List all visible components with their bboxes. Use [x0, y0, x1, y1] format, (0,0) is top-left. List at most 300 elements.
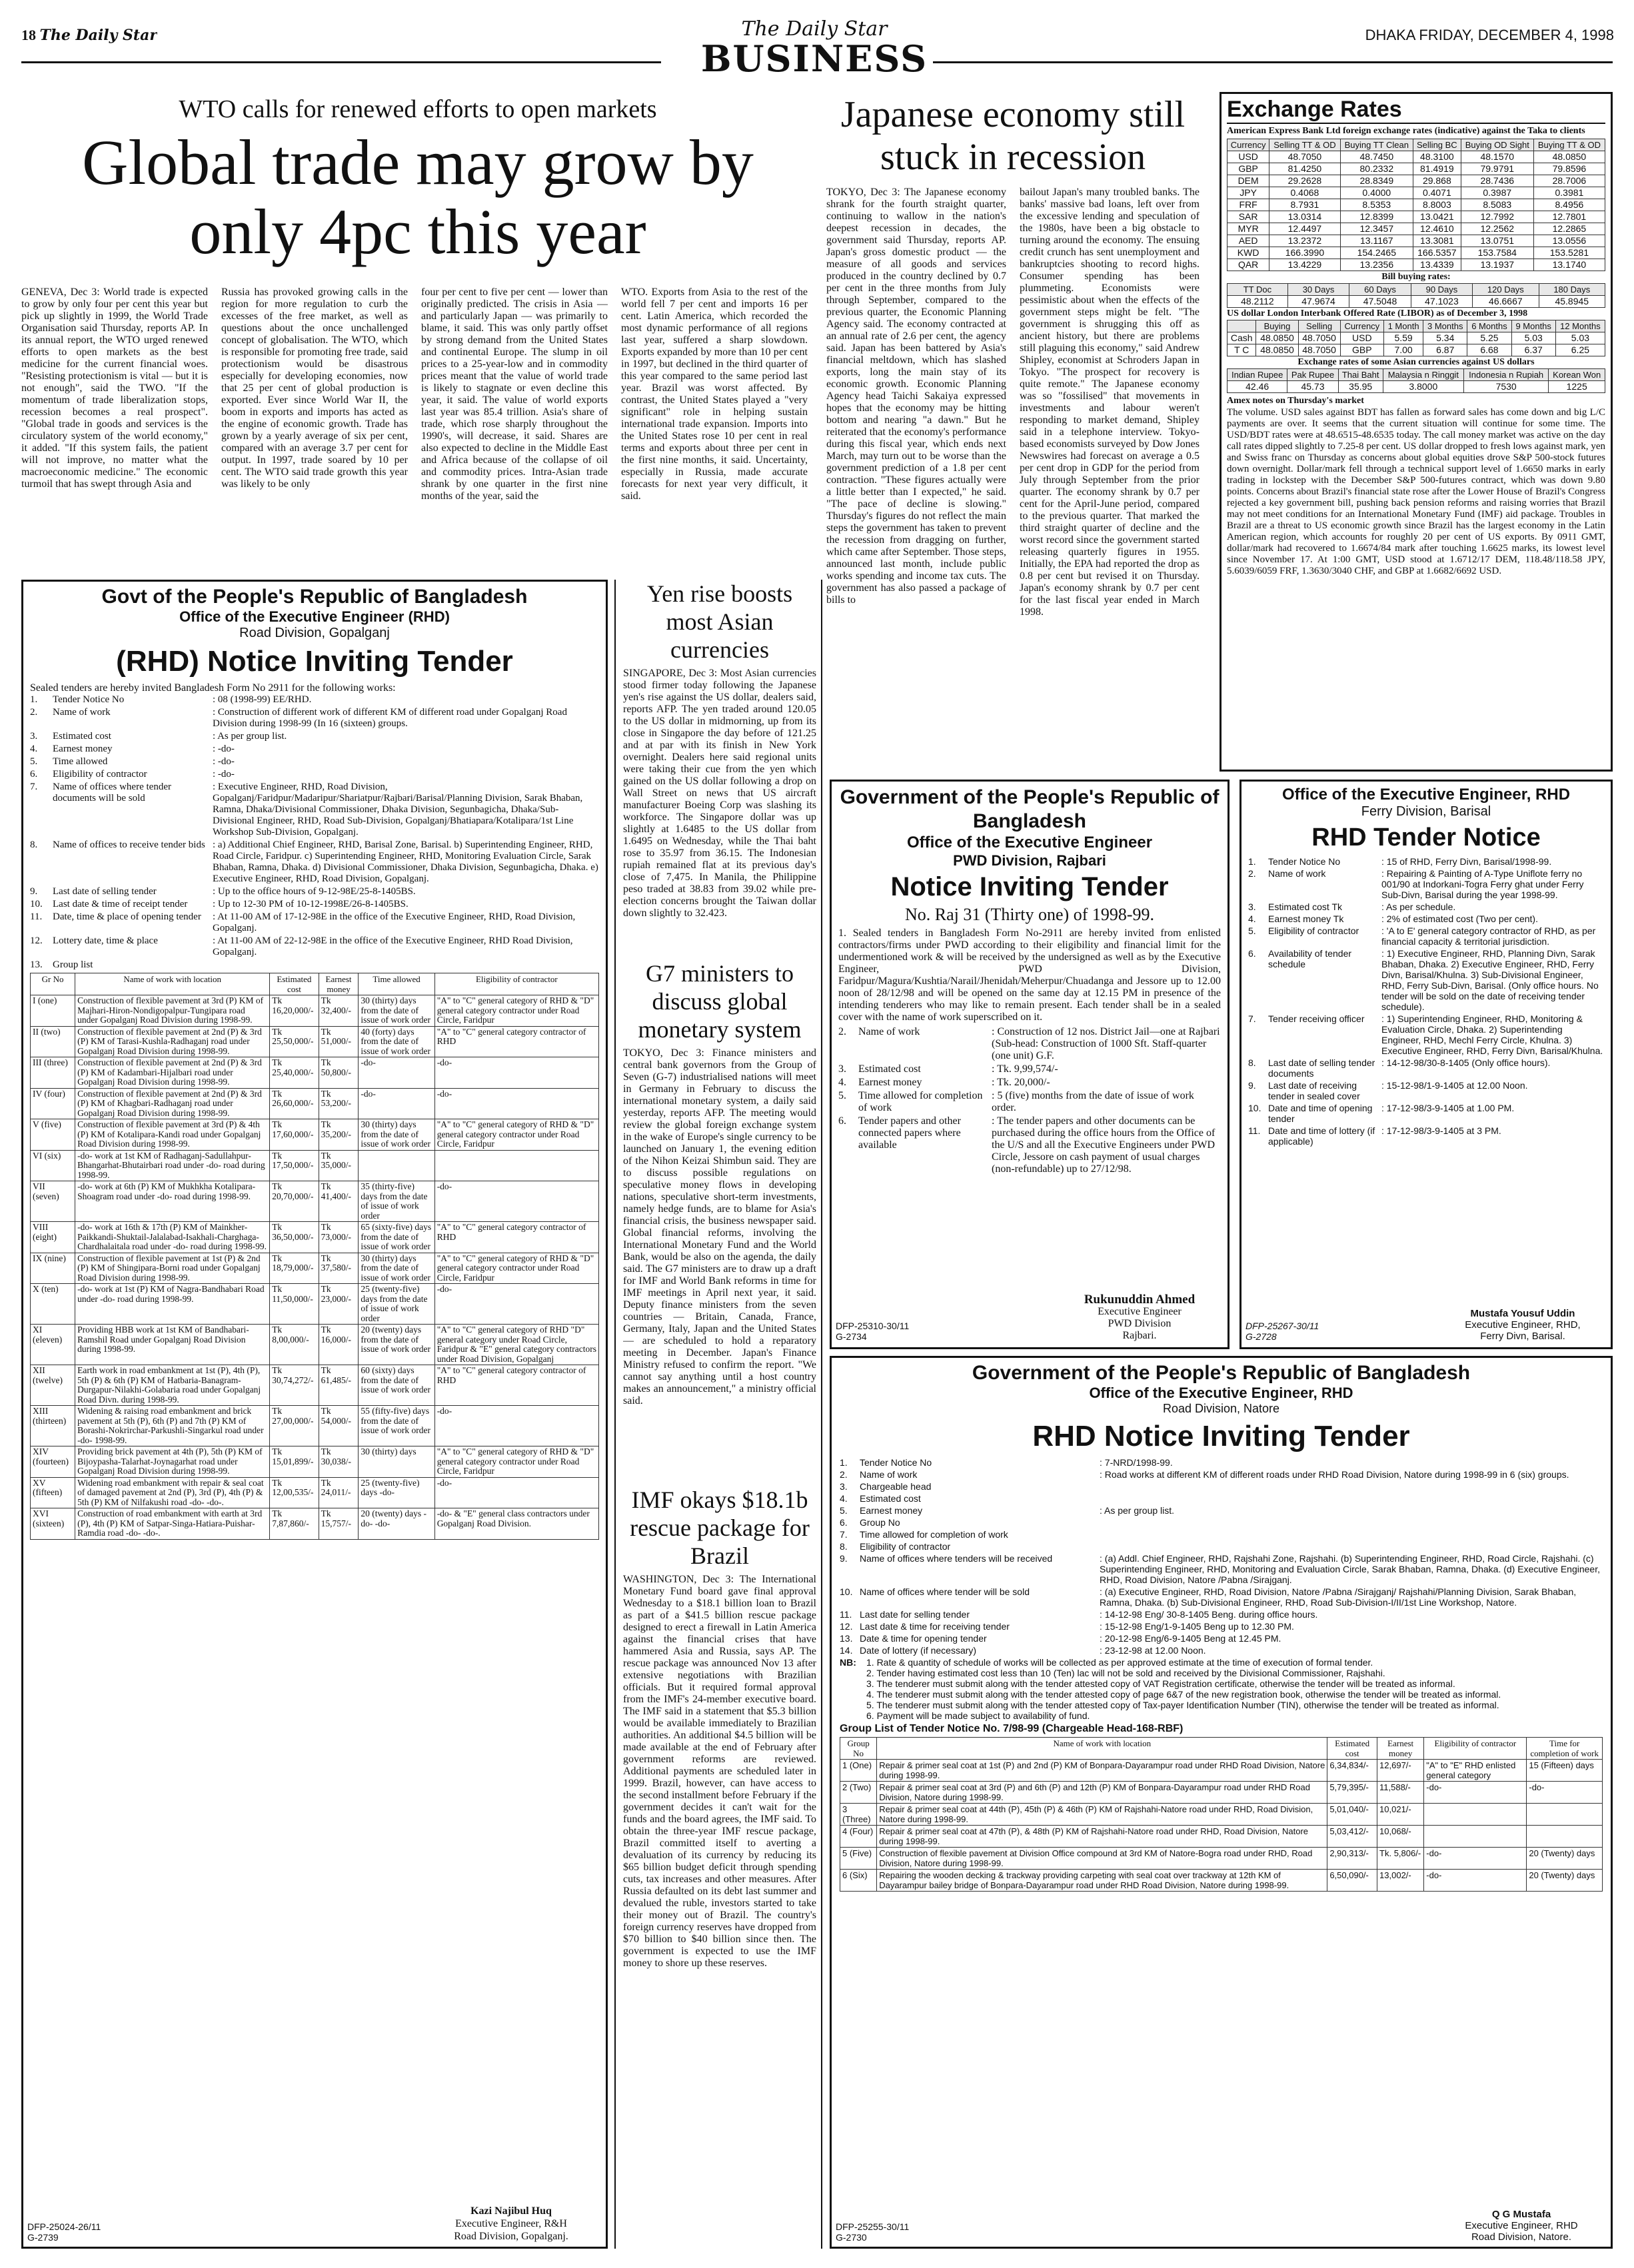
ferry-item-label: Last date of receiving tender in sealed cover — [1268, 1080, 1360, 1101]
natore-item-value — [1100, 1517, 1603, 1528]
natore-group-cell: 20 (Twenty) days — [1527, 1870, 1603, 1892]
fx-main-cell: 0.4000 — [1340, 187, 1413, 199]
fx-main-cell: 166.5357 — [1413, 247, 1461, 259]
ferry-item-no: 6. — [1248, 948, 1256, 959]
fx-libor-cell: T C — [1227, 344, 1256, 356]
exchange-rates-panel — [1220, 92, 1613, 772]
gop-item-no: 12. — [30, 935, 43, 946]
fx-main-cell: 0.3987 — [1461, 187, 1533, 199]
gop-item-no: 5. — [30, 756, 38, 767]
gop-item-label: Group list — [53, 959, 93, 970]
natore-nb-item: 5. The tenderer must submit along with the tender attested copy of Tax-payer Identification Number (TIN), otherwise the tender will be treated as informal. — [866, 1700, 1499, 1710]
fx-main-cell: 12.7992 — [1461, 211, 1533, 223]
gop-group-cell: III (three) — [31, 1057, 75, 1089]
fx-main-header-cell: Currency — [1227, 139, 1269, 151]
ferry-item-value: : Repairing & Painting of A-Type Uniflote ferry no 001/90 at Indorkani-Togra Ferry ghat under Ferry Sub-Divn, Barisal during the year 1998-99. — [1381, 868, 1584, 900]
ferry-item-no: 8. — [1248, 1057, 1256, 1068]
fx-main-cell: 8.5353 — [1340, 199, 1413, 211]
ferry-item — [1248, 868, 1604, 900]
gop-group-row — [31, 1446, 599, 1478]
gop-group-cell: Construction of flexible pavement at 3rd (P) & 4th (P) KM of Kotalipara-Kandi road under Gopalganj Road Division during 1998-99. — [75, 1119, 270, 1151]
natore-item-label: Date of lottery (if necessary) — [860, 1645, 977, 1656]
fx-bill-header-cell: 60 Days — [1349, 284, 1411, 296]
natore-item-label: Name of work — [860, 1469, 918, 1480]
natore-group-cell: 6,50,090/- — [1327, 1870, 1377, 1892]
wto-kicker: WTO calls for renewed efforts to open markets — [179, 95, 657, 123]
fx-bill-cell: 47.9674 — [1287, 296, 1349, 308]
gop-intro: Sealed tenders are hereby invited Bangladesh Form No 2911 for the following works: — [30, 682, 396, 694]
natore-item — [840, 1457, 1603, 1468]
pwd-item — [838, 1063, 1221, 1075]
ferry-item-no: 3. — [1248, 901, 1256, 912]
natore-group-row — [840, 1760, 1603, 1782]
natore-item-label: Tender Notice No — [860, 1457, 932, 1468]
gop-group-row — [31, 1088, 599, 1119]
gop-group-cell: Tk 35,000/- — [319, 1150, 359, 1181]
ferry-item — [1248, 1125, 1604, 1147]
fx-bill-header-cell: 180 Days — [1539, 284, 1605, 296]
gop-group-cell: -do- — [359, 1057, 434, 1089]
gop-item-label: Date, time & place of opening tender — [53, 911, 201, 922]
gop-group-cell: Earth work in road embankment at 1st (P), 4th (P), 5th (P) & 6th (P) KM of Hatbaria-Banagram-Durgapur-Nilakhi-Golabaria road under Gopalganj Road Divn. during 1998-99. — [75, 1365, 270, 1406]
gop-group-cell: 30 (thirty) days from the date of issue of work order — [359, 1119, 434, 1151]
imf-story — [623, 1486, 816, 2249]
ferry-item-label: Eligibility of contractor — [1268, 925, 1359, 936]
natore-item — [840, 1609, 1603, 1620]
gop-item-value: : 08 (1998-99) EE/RHD. — [213, 694, 312, 705]
gop-group-cell: Tk 16,000/- — [319, 1325, 359, 1365]
natore-nb-item: 4. The tenderer must submit along with the tender attested copy of page 6&7 of the new registration book, otherwise the tender will be treated as informal. — [866, 1689, 1501, 1700]
gop-group-cell: VIII (eight) — [31, 1222, 75, 1253]
gop-group-cell: XI (eleven) — [31, 1325, 75, 1365]
pwd-item-no: 3. — [838, 1063, 846, 1075]
natore-item — [840, 1493, 1603, 1504]
natore-item — [840, 1505, 1603, 1516]
ferry-item-no: 4. — [1248, 913, 1256, 924]
fx-main-cell: 13.0314 — [1269, 211, 1340, 223]
pwd-item-label: Earnest money — [858, 1077, 922, 1088]
gop-group-cell: 35 (thirty-five) days from the date of issue of work order — [359, 1181, 434, 1222]
fx-main-cell: 166.3990 — [1269, 247, 1340, 259]
natore-item-no: 12. — [840, 1621, 853, 1632]
wto-col-3: four per cent to five per cent — lower than originally predicted. The crisis in Asia — and particularly Japan — was primarily to blame, it said. This was only partly offset by strong demand from the United States and continental Europe. The slump in oil prices to a 25-year-low and in commodity prices meant that the value of world trade is likely to stagnate or even decline this year, it said. The value of world exports last year was 85.4 trillion. Asia's share of trade, which rose sharply throughout the 1990's, will decrease, it said. Shares are also expected to decline in the Middle East and Africa because of the collapse of oil and commodity prices. Intra-Asian trade shrank by one quarter in the first nine months of the year, said the — [421, 286, 608, 502]
gop-group-cell: Tk 25,40,000/- — [270, 1057, 319, 1089]
ferry-item-label: Tender receiving officer — [1268, 1013, 1365, 1024]
ferry-item-value: : 14-12-98/30-8-1405 (Only office hours). — [1381, 1057, 1551, 1068]
pwd-gov: Government of the People's Republic of Bangladesh — [840, 786, 1220, 832]
gop-group-cell: -do- work at 1st (P) KM of Nagra-Bandhabari Road under -do- road during 1998-99. — [75, 1284, 270, 1325]
fx-main-header-cell: Selling BC — [1413, 139, 1461, 151]
fx-main-cell: GBP — [1227, 163, 1269, 175]
natore-item-value: : 14-12-98 Eng/ 30-8-1405 Beng. during office hours. — [1100, 1609, 1318, 1620]
gop-item — [30, 707, 599, 730]
natore-item-value: : 15-12-98 Eng/1-9-1405 Beng up to 12.30 PM. — [1100, 1621, 1294, 1632]
gop-group-cell: -do- work at 16th & 17th (P) KM of Mainkher-Paikkandi-Shuktail-Jalalabad-Isakhali-Charghaga-Chardhalaitala road under -do- road during 1998-99. — [75, 1222, 270, 1253]
gop-group-cell: "A" to "C" general category of RHD & "D" general category contractor under Road Circle, Faridpur — [434, 1119, 598, 1151]
yen-story — [623, 580, 816, 953]
fx-main-cell: 28.7006 — [1533, 175, 1605, 187]
fx-main-row — [1227, 163, 1605, 175]
japan-story — [826, 93, 1200, 773]
gop-group-cell: 30 (thirty) days — [359, 1446, 434, 1478]
gop-group-cell: Tk 11,50,000/- — [270, 1284, 319, 1325]
gop-group-cell: Tk 37,580/- — [319, 1253, 359, 1284]
gop-item — [30, 911, 599, 934]
fx-main-cell: MYR — [1227, 223, 1269, 235]
ferry-signature: Mustafa Yousuf Uddin Executive Engineer, RHD, Ferry Divn, Barisal. — [1465, 1308, 1581, 1342]
natore-item — [840, 1529, 1603, 1540]
wto-story — [21, 93, 814, 573]
natore-item-value — [1100, 1493, 1603, 1504]
natore-item-label: Name of offices where tender will be sold — [860, 1586, 1030, 1597]
natore-item — [840, 1621, 1603, 1632]
gop-item-label: Tender Notice No — [53, 694, 125, 705]
gop-group-cell: Tk 54,000/- — [319, 1406, 359, 1446]
japan-headline: Japanese economy still stuck in recession — [840, 94, 1186, 178]
natore-item-no: 2. — [840, 1469, 848, 1480]
pwd-item-label: Estimated cost — [858, 1063, 921, 1075]
fx-main-cell: 80.2332 — [1340, 163, 1413, 175]
gop-group-cell: Construction of flexible pavement at 1st (P) & 2nd (P) KM of Shingipara-Borni road under Gopalganj Road Division during 1998-99. — [75, 1253, 270, 1284]
g7-story — [623, 959, 816, 1479]
fx-libor-cell: 5.03 — [1511, 332, 1555, 344]
gop-item — [30, 899, 599, 910]
natore-items — [840, 1457, 1603, 1656]
gop-group-cell: "A" to "C" general category of RHD "D" general category under Road Circle, Faridpur & "E" general category contractors under Road Division, Gopalganj — [434, 1325, 598, 1365]
natore-item-no: 4. — [840, 1493, 848, 1504]
gop-signature: Kazi Najibul Huq Executive Engineer, R&H Road Division, Gopalganj. — [454, 2205, 568, 2242]
fx-bill-header-row — [1227, 284, 1605, 296]
pwd-item-no: 5. — [838, 1090, 846, 1101]
gop-group-cell: 30 (thirty) days from the date of issue of work order — [359, 995, 434, 1027]
gop-group-cell: Tk 8,00,000/- — [270, 1325, 319, 1365]
fx-title: Exchange Rates — [1227, 97, 1605, 124]
gop-group-row — [31, 1477, 599, 1508]
natore-group-cell: -do- — [1424, 1870, 1527, 1892]
fx-asian-cell: 7530 — [1463, 381, 1548, 393]
ferry-items — [1248, 856, 1604, 1147]
gop-group-cell: Tk 61,485/- — [319, 1365, 359, 1406]
pwd-item — [838, 1090, 1221, 1114]
gop-item-label: Name of offices where tender documents will be sold — [53, 782, 171, 804]
imf-text: WASHINGTON, Dec 3: The International Monetary Fund board gave final approval Wednesday to a $18.1 billion loan to Brazil as part of a $41.5 billion rescue package designed to erect a firewall in Latin America against the financial crises that have hammered Asia and Russia, says AP. The rescue package was announced Nov 13 after extensive negotiations with Brazilian officials. But it required formal approval from the IMF's 24-member executive board. The IMF said in a statement that $5.3 billion would be available immediately to Brazilian authorities. An additional $4.5 billion will be made available at the end of February after government reforms are reviewed. Additional payments are scheduled later in 1999. Brazil, however, can have access to the second installment before February if the government decides it can't wait for the funds and the board agrees, the IMF said. To obtain the three-year IMF rescue package, Brazil committed itself to averting a devaluation of its currency by reducing its $65 billion budget deficit through spending cuts, tax increases and other measures. After Russia defaulted on its debt last summer and devalued the ruble, investors started to take their money out of Brazil. The country's foreign currency reserves have dropped from $70 billion to $40 billion since then. The government is expected to use the IMF money to shore up these reserves. — [623, 1574, 816, 1969]
ferry-item-value: : 17-12-98/3-9-1405 at 1.00 PM. — [1381, 1103, 1515, 1113]
gop-item-label: Earnest money — [53, 744, 113, 754]
natore-group-cell: 6 (Six) — [840, 1870, 877, 1892]
natore-group-table — [840, 1737, 1603, 1892]
gop-item-no: 11. — [30, 911, 43, 922]
gop-office: Office of the Executive Engineer (RHD) — [179, 608, 450, 625]
natore-item-no: 6. — [840, 1517, 848, 1528]
fx-asian-header-row — [1227, 369, 1605, 381]
natore-nb-item: 1. Rate & quantity of schedule of works will be collected as per approved estimate at the time of execution of formal tender. — [866, 1657, 1373, 1668]
gop-item-label: Last date & time of receipt tender — [53, 899, 188, 909]
fx-main-header-row — [1227, 139, 1605, 151]
gop-item-value: : Up to the office hours of 9-12-98E/25-8-1405BS. — [213, 886, 416, 897]
fx-libor-row — [1227, 344, 1605, 356]
gop-group-cell: II (two) — [31, 1026, 75, 1057]
gop-group-cell: Tk 7,87,860/- — [270, 1508, 319, 1540]
ferry-item-label: Name of work — [1268, 868, 1326, 879]
fx-libor-header-cell: 12 Months — [1555, 320, 1605, 332]
gop-group-header-cell: Name of work with location — [75, 973, 270, 995]
fx-libor-cell: 5.34 — [1423, 332, 1467, 344]
natore-item-label: Last date & time for receiving tender — [860, 1621, 1010, 1632]
fx-libor-header-row — [1227, 320, 1605, 332]
yen-text: SINGAPORE, Dec 3: Most Asian currencies stood firmer today following the Japanese yen's rise against the US dollar, dealers said, reports AFP. The yen traded around 120.05 to the US dollar in midmorning, up from its close in Singapore the day before of 121.25 and at par with its finish in New York overnight. Dealers here said regional units were taking their cue from the yen which gained on the US dollar following a drop on Wall Street on news that US aircraft manufacturer Boeing Corp was slashing its workforce. The Singapore dollar was up slightly at 1.6485 to the US dollar from 1.6495 on Wednesday, while the Thai baht rose to 35.97 from 36.15. The Indonesian rupiah remained flat at its previous day's close of 7,475. In Manila, the Philippine peso traded at 38.83 from 39.02 while pre-election concerns brought the Taiwan dollar down slightly to 32.423. — [623, 668, 816, 919]
fx-asian-cell: 42.46 — [1227, 381, 1287, 393]
natore-item-value — [1100, 1529, 1603, 1540]
fx-libor-head: US dollar London Interbank Offered Rate (LIBOR) as of December 3, 1998 — [1227, 308, 1528, 318]
pwd-item-label: Tender papers and other connected papers where available — [858, 1115, 961, 1151]
fx-libor-cell: 48.7050 — [1298, 332, 1340, 344]
gop-item-value: : Executive Engineer, RHD, Road Division, Gopalganj/Faridpur/Madaripur/Shariatpur/Rajbari/Barisal/Planning Division, Sarak Bhaban, Ramna, Dhaka/Divisional Commissioner, Dhaka Division, Segunbagicha, Dhaka/Sub-Divisional Engineer, RHD, Road Sub-Division, Gopalganj/Bhatiapara/Kotalipara/1st Line Workshop Sub-Division, Gopalganj. — [213, 782, 583, 838]
gop-group-cell: Tk 20,70,000/- — [270, 1181, 319, 1222]
fx-main-cell: 12.2865 — [1533, 223, 1605, 235]
gop-group-cell: Widening & raising road embankment and brick pavement at 5th (P), 6th (P) and 7th (P) KM of Borashi-Nokrirchar-Parkushli-Singarkul road under -do- 1998-99. — [75, 1406, 270, 1446]
ferry-item-no: 10. — [1248, 1103, 1261, 1113]
ferry-item-value: : 15 of RHD, Ferry Divn, Barisal/1998-99. — [1381, 856, 1552, 867]
fx-libor-cell: 6.68 — [1467, 344, 1511, 356]
gop-group-cell: Tk 51,000/- — [319, 1026, 359, 1057]
pwd-item-no: 4. — [838, 1077, 846, 1088]
natore-item — [840, 1517, 1603, 1528]
fx-main-cell: 12.4610 — [1413, 223, 1461, 235]
japan-col-2: bailout Japan's many troubled banks. The banks' massive bad loans, left over from the excessive lending and speculation of the 1980s, have been a big obstacle to turning around the economy. The ensuing credit crunch has sent unemployment and bankruptcies shooting to record highs. Consumer spending has been plummeting. Economists were pessimistic about when the effects of the government steps might be felt. "The government is shrugging this off as ancient history, but there are problems still plaguing this economy," said Andrew Shipley, economist at Schroders Japan in Tokyo. "The prospect for recovery is quite remote." The Japanese economy was so "fossilised" that movements in investments and labour weren't responding to market demand, Shipley said in a telephone interview. Tokyo-based economists surveyed by Dow Jones Newswires had forecast on average a 0.5 per cent drop in GDP for the period from July through September from the prior quarter. The economy shrank by 0.7 per cent for the April-June period, compared to the previous quarter. That marked the third straight quarter of decline and the worst record since the government started releasing quarterly figures in 1955. Initially, the EPA had reported the drop as 0.8 per cent but revised it on Thursday. Japan's economy shrank by 0.7 per cent for the last fiscal year ended in March 1998. — [1020, 187, 1200, 618]
natore-item-value: : (a) Addl. Chief Engineer, RHD, Rajshahi Zone, Rajshahi. (b) Superintending Engineer, RHD, Road Circle, Rajshahi. (c) Superintending Engineer, RHD, Monitoring and Evaluation Circle, Sarak Bhaban, Ramna, Dhaka. (d) Executive Engineer, RHD, Road Division, Natore /Pabna /Sirajganj. — [1100, 1553, 1600, 1585]
natore-item-no: 5. — [840, 1505, 848, 1516]
gop-division: Road Division, Gopalganj — [239, 626, 390, 640]
gop-group-cell: 40 (forty) days from the date of issue of work order — [359, 1026, 434, 1057]
fx-bill-header-cell: 90 Days — [1411, 284, 1472, 296]
gop-group-cell: "A" to "C" general category contractor of RHD — [434, 1365, 598, 1406]
gop-group-cell: Tk 15,01,899/- — [270, 1446, 319, 1478]
section-logo: The Daily Star BUSINESS — [700, 19, 928, 79]
gop-item-no: 10. — [30, 899, 43, 909]
natore-item-label: Name of offices where tenders will be received — [860, 1553, 1053, 1564]
gop-group-row — [31, 1325, 599, 1365]
fx-main-cell: 12.8399 — [1340, 211, 1413, 223]
fx-libor-cell: 48.0850 — [1256, 344, 1298, 356]
rhd-natore-tender — [830, 1356, 1613, 2249]
gop-group-cell: 60 (sixty) days from the date of issue of work order — [359, 1365, 434, 1406]
natore-item-label: Chargeable head — [860, 1481, 932, 1492]
ferry-item-value: : 1) Superintending Engineer, RHD, Monitoring & Evaluation Circle, Dhaka. 2) Superintending Engineer, RHD, Mechl Ferry Circle, Khulna. 3) Executive Engineer, RHD, Ferry Divn, Barisal/Khulna. — [1381, 1013, 1603, 1056]
wto-headline: Global trade may grow by only 4pc this year — [82, 127, 754, 267]
gop-group-cell: Tk 24,011/- — [319, 1477, 359, 1508]
natore-item — [840, 1645, 1603, 1656]
gop-item — [30, 769, 599, 780]
fx-asian-header-cell: Malaysia n Ringgit — [1383, 369, 1463, 381]
page-number: 18 The Daily Star — [21, 27, 157, 44]
natore-item-value: : 23-12-98 at 12.00 Noon. — [1100, 1645, 1206, 1656]
gop-group-row — [31, 1284, 599, 1325]
fx-main-cell: 12.3457 — [1340, 223, 1413, 235]
gop-group-cell: Construction of flexible pavement at 2nd (P) & 3rd (P) KM of Khagbari-Radhaganj road under Gopalganj Road Division during 1998-99. — [75, 1088, 270, 1119]
fx-main-cell: KWD — [1227, 247, 1269, 259]
gop-group-cell: Tk 16,20,000/- — [270, 995, 319, 1027]
gop-item-no: 7. — [30, 782, 38, 792]
gop-item-label: Time allowed — [53, 756, 108, 767]
gop-group-cell: -do- — [434, 1284, 598, 1325]
pwd-items — [838, 1026, 1221, 1175]
gop-item — [30, 840, 599, 885]
pwd-item-label: Time allowed for completion of work — [858, 1090, 983, 1113]
gop-item-label: Last date of selling tender — [53, 886, 157, 897]
natore-item-no: 3. — [840, 1481, 848, 1492]
fx-main-row — [1227, 259, 1605, 271]
natore-group-cell: Tk. 5,806/- — [1377, 1848, 1424, 1870]
gop-group-cell: XV (fifteen) — [31, 1477, 75, 1508]
japan-col-1: TOKYO, Dec 3: The Japanese economy shrank for the fourth straight quarter, continuing to wallow in the nation's deepest recession in decades, the government said Thursday, reports AP. Japan's gross domestic product — the measure of all goods and services produced in the country declined by 0.7 per cent in the three months from July through September, compared to the previous quarter, the Economic Planning Agency said. The economy contracted at an annual rate of 2.6 per cent, the agency said. Japan has been battered by Asia's financial meltdown, which has slashed exports, long the main stay of its economic growth. Economic Planning Agency head Taichi Sakaiya expressed hopes that the economy may be hitting bottom and nearing "a dawn." But he reiterated that the economy's performance during this fiscal year, which ends next March, may turn out to be worse than the government prediction of a 1.8 per cent contraction. "These figures actually were a little better than I expected," he said. "The pace of decline is slowing." Thursday's figures do not reflect the main steps the government has taken to prevent the recession from dragging on further, which came after September. Those steps, announced last month, include public works spending and income tax cuts. The government has also passed a package of bills to — [826, 187, 1006, 606]
fx-main-cell: 81.4250 — [1269, 163, 1340, 175]
ferry-item-value: : 17-12-98/3-9-1405 at 3 PM. — [1381, 1125, 1501, 1136]
natore-group-header-cell: Earnest money — [1377, 1738, 1424, 1760]
natore-group-cell: 13,002/- — [1377, 1870, 1424, 1892]
natore-group-cell: Repairing the wooden decking & trackway providing carpeting with seal coat over trackway at 12th KM of Dayarampur bailey bridge of Bonpara-Dayarampur road under RHD Road Division, Natore during 1998-99. — [877, 1870, 1327, 1892]
natore-group-row — [840, 1870, 1603, 1892]
natore-group-cell: Repair & primer seal coat at 47th (P), & 48th (P) KM of Rajshahi-Natore road under RHD, Road Division, Natore during 1998-99. — [877, 1826, 1327, 1848]
natore-item-value — [1100, 1541, 1603, 1552]
fx-asian-table — [1227, 368, 1605, 393]
natore-group-cell: Repair & primer seal coat at 1st (P) and 2nd (P) KM of Bonpara-Dayarampur road under RHD Road Division, Natore during 1998-99. — [877, 1760, 1327, 1782]
fx-libor-cell: USD — [1340, 332, 1383, 344]
fx-notes: The volume. USD sales against BDT has fallen as forward sales has come down and big L/C payments are over. It seems that the current situation will continue for some time. The USD/BDT rates were at 48.6515-48.6535 today. The call money market was active on the day call rates dipped slightly to 7.25-8 per cent. US dollar dropped to fresh lows against mark, yen and Swiss franc on Thursday as concerns about global equities drove S&P 500-stock futures down overnight. Dollar/mark fell through a technical support level of 1.6650 marks in early trading in lockstep with the December S&P 500-futures contract, which was down 9.80 points. Concerns about Brazil's financial state rose after the Lower House of Brazil's Congress rejected a key government bill, pushing back pension reforms and raising worries that Brazil may not meet conditions for an International Monetary Fund (IMF) aid package. Troubles in Brazil are a threat to US economic growth since Brazil has the largest economy in the Latin American region, which accounts for roughly 20 per cent of US exports. By 0911 GMT, dollar/mark had recovered to 1.6674/84 mark after touching 1.6625 marks, its lowest level since November 17. At 1:00 GMT, USD stood at 1.6712/17 DEM, 118.48/118.58 JPY, 5.6039/6059 FRF, 1.3630/3040 CHF, and GBP at 1.6682/6692 USD. — [1227, 407, 1605, 576]
ferry-item-value: : 15-12-98/1-9-1405 at 12.00 Noon. — [1381, 1080, 1528, 1091]
natore-item — [840, 1541, 1603, 1552]
fx-libor-header-cell: 3 Months — [1423, 320, 1467, 332]
fx-asian-cell: 35.95 — [1338, 381, 1383, 393]
natore-group-cell: 3 (Three) — [840, 1804, 877, 1826]
gop-item — [30, 694, 599, 706]
gop-group-cell: I (one) — [31, 995, 75, 1027]
fx-asian-cell: 45.73 — [1287, 381, 1338, 393]
natore-item-value: : 7-NRD/1998-99. — [1100, 1457, 1173, 1468]
gop-item — [30, 886, 599, 897]
ferry-item-no: 1. — [1248, 856, 1256, 867]
gop-group-cell: Tk 73,000/- — [319, 1222, 359, 1253]
fx-main-header-cell: Buying TT Clean — [1340, 139, 1413, 151]
pwd-intro: 1. Sealed tenders in Bangladesh Form No-2911 are hereby invited from enlisted contractors/firms under PWD according to their eligibility and financial limit for the undermentioned work & will be received by the undersigned as well as by the Executive Engineer, PWD Division, Faridpur/Magura/Kushtia/Narail/Jhenidah/Meherpur/Chuadanga and Jessore up to 12.00 noon of 28/12/98 and will be opened on the same day at 12.15 PM in presence of the intending tenderers who may like to remain present. Each tender shall be in a sealed cover with the name of work superscribed on it. — [838, 927, 1221, 1023]
gop-item-value: : At 11-00 AM of 22-12-98E in the office of the Executive Engineer, RHD Road Division, Gopalganj. — [213, 935, 573, 957]
gop-group-cell: Tk 30,74,272/- — [270, 1365, 319, 1406]
fx-main-row — [1227, 199, 1605, 211]
gop-item-no: 2. — [30, 707, 38, 718]
fx-libor-cell: 48.7050 — [1298, 344, 1340, 356]
natore-item — [840, 1633, 1603, 1644]
ferry-item — [1248, 1080, 1604, 1101]
fx-libor-cell: 7.00 — [1384, 344, 1423, 356]
gop-group-cell: "A" to "C" general category of RHD & "D" general category contractor under Road Circle, Faridpur — [434, 995, 598, 1027]
gop-item — [30, 959, 599, 971]
gop-group-row — [31, 995, 599, 1027]
gop-item-label: Name of offices to receive tender bids — [53, 840, 205, 850]
ferry-dfp: DFP-25267-30/11 G-2728 — [1245, 1321, 1319, 1342]
pwd-rajbari-tender — [830, 780, 1229, 1349]
natore-item-label: Date & time for opening tender — [860, 1633, 987, 1644]
fx-libor-cell: 5.59 — [1384, 332, 1423, 344]
gop-group-cell: "A" to "C" general category contractor of RHD — [434, 1026, 598, 1057]
fx-bill-cell: 47.1023 — [1411, 296, 1472, 308]
fx-main-cell: 28.8349 — [1340, 175, 1413, 187]
fx-main-table — [1227, 139, 1605, 271]
fx-main-header-cell: Selling TT & OD — [1269, 139, 1340, 151]
fx-bill-table — [1227, 283, 1605, 308]
natore-group-cell: 2,90,313/- — [1327, 1848, 1377, 1870]
fx-main-cell: SAR — [1227, 211, 1269, 223]
pwd-office: Office of the Executive Engineer — [906, 834, 1153, 851]
ferry-item-label: Last date of selling tender documents — [1268, 1057, 1375, 1079]
masthead — [21, 19, 1614, 79]
gop-group-cell: Providing brick pavement at 4th (P), 5th (P) KM of Bijoypasha-Talarhat-Joynagarhat road under Gopalganj Road Division during 1998-99. — [75, 1446, 270, 1478]
natore-item-no: 14. — [840, 1645, 853, 1656]
ferry-item-label: Date and time of opening tender — [1268, 1103, 1373, 1124]
fx-main-row — [1227, 151, 1605, 163]
fx-main-cell: 13.1740 — [1533, 259, 1605, 271]
natore-item-label: Eligibility of contractor — [860, 1541, 951, 1552]
gop-item-no: 4. — [30, 744, 38, 754]
natore-division: Road Division, Natore — [1162, 1402, 1280, 1415]
fx-bill-head: Bill buying rates: — [1381, 272, 1451, 282]
ferry-item — [1248, 856, 1604, 867]
gop-group-cell: VI (six) — [31, 1150, 75, 1181]
ferry-item-no: 5. — [1248, 925, 1256, 936]
wto-col-1: GENEVA, Dec 3: World trade is expected to grow by only four per cent this year but pick up slightly in 1999, the World Trade Organisation said Thursday, reports AP. In its annual report, the WTO urged renewed efforts to open markets as the best medicine for the current financial woes. "Resisting protectionism is vital — but it is not enough", said the TWO. "If the momentum of trade liberalization stops, recession becomes a real prospect". "Global trade in goods and services is the circulatory system of the world economy," it added. "If this system fails, the patient will not improve, no matter what the macroeconomic medicine." The economic turmoil that has swept through Asia and — [21, 286, 208, 490]
gop-group-cell: "A" to "C" general category of RHD & "D" general category contractor under Road Circle, Faridpur — [434, 1446, 598, 1478]
natore-item-label: Group No — [860, 1517, 900, 1528]
gop-item-value: : Up to 12-30 PM of 10-12-1998E/26-8-1405BS. — [213, 899, 408, 909]
ferry-item — [1248, 925, 1604, 947]
pwd-item — [838, 1077, 1221, 1089]
gop-item-value: : a) Additional Chief Engineer, RHD, Barisal Zone, Barisal. b) Superintending Engineer, RHD, Road Circle, Faridpur. c) Superintending Engineer, RHD, Monitoring Evaluation Circle, Sarak Bhaban, Ramna, Dhaka. d) Divisional Commissioner, Dhaka Division, Segunbagicha, Dhaka. e) Executive Engineer, RHD, Road Division, Gopalganj. — [213, 840, 598, 884]
natore-group-header-cell: Group No — [840, 1738, 877, 1760]
gop-group-header-cell: Earnest money — [319, 973, 359, 995]
fx-main-cell: 29.2628 — [1269, 175, 1340, 187]
pwd-signature: Rukunuddin Ahmed Executive Engineer PWD Division Rajbari. — [1084, 1294, 1196, 1341]
fx-libor-cell: 6.37 — [1511, 344, 1555, 356]
natore-item — [840, 1553, 1603, 1585]
natore-item-no: 10. — [840, 1586, 853, 1597]
fx-main-cell: USD — [1227, 151, 1269, 163]
gop-gov: Govt of the People's Republic of Bangladesh — [101, 586, 528, 608]
gop-group-cell — [434, 1150, 598, 1181]
fx-main-row — [1227, 187, 1605, 199]
fx-main-cell: 13.4339 — [1413, 259, 1461, 271]
ferry-item-label: Estimated cost Tk — [1268, 901, 1343, 912]
gop-group-cell: Tk 30,038/- — [319, 1446, 359, 1478]
natore-group-cell: 10,068/- — [1377, 1826, 1424, 1848]
gop-group-cell: 30 (thirty) days from the date of issue of work order — [359, 1253, 434, 1284]
fx-libor-header-cell: 9 Months — [1511, 320, 1555, 332]
fx-main-cell: 79.8596 — [1533, 163, 1605, 175]
ferry-barisal-tender — [1239, 780, 1613, 1349]
gop-items — [30, 694, 599, 971]
fx-asian-cell: 1225 — [1549, 381, 1605, 393]
ferry-item — [1248, 913, 1604, 924]
pwd-item — [838, 1115, 1221, 1175]
gop-group-cell: -do- — [434, 1057, 598, 1089]
natore-item — [840, 1586, 1603, 1608]
wto-col-2: Russia has provoked growing calls in the region for more regulation to curb the excesses of the free market, as well as questions about the once unchallenged concept of globalisation. The WTO, which is responsible for promoting free trade, said protectionism would be disastrous especially for developing economies, now that 25 per cent of global production is exported. Ever since World War II, the boom in exports and imports has acted as the engine of economic growth. Trade has grown by a yearly average of six per cent, compared with an average 3.7 per cent for output. In 1997, trade soared by 10 per cent. The WTO said trade growth this year was likely to be only — [221, 286, 408, 490]
fx-main-cell: 12.7801 — [1533, 211, 1605, 223]
natore-item-value: : (a) Executive Engineer, RHD, Road Division, Natore /Pabna /Sirajganj/ Rajshahi/Planning Division, Sarak Bhaban, Ramna, Dhaka. (b) Sub-Divisional Engineer, RHD, Road Sub-Division-I/II/1st Line Workshop, Natore. — [1100, 1586, 1577, 1608]
fx-main-cell: 153.5281 — [1533, 247, 1605, 259]
wto-col-4: WTO. Exports from Asia to the rest of the world fell 7 per cent and imports 16 per cent. Latin America, which recorded the most dynamic performance of all regions last year, suffered a sharp slowdown. Exports expanded by more than 10 per cent in 1997, but declined in the third quarter of this year compared to the same period last year. Brazil was worst affected. By contrast, the United States played a "very significant" role in helping sustain international trade expansion. Imports into the United States rose 10 per cent in real terms and exports about three per cent in the first nine months, it said. Uncertainty, especially in Russia, made accurate forecasts for next year very difficult, it said. — [621, 286, 808, 502]
fx-bill-cell: 45.8945 — [1539, 296, 1605, 308]
ferry-title: RHD Tender Notice — [1311, 824, 1541, 851]
gop-group-cell: V (five) — [31, 1119, 75, 1151]
natore-item-label: Last date for selling tender — [860, 1609, 970, 1620]
